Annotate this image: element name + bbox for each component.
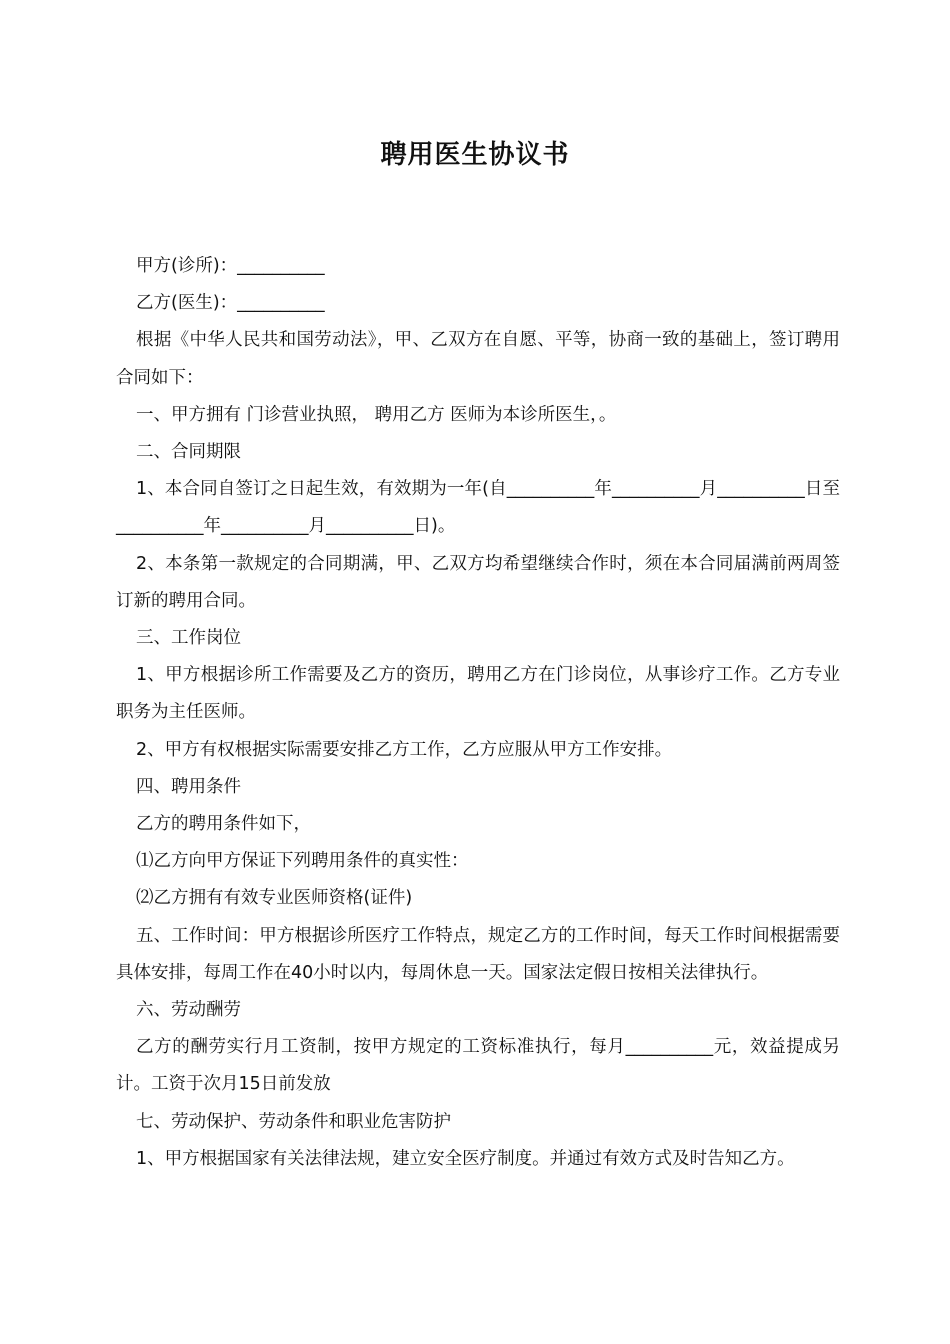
section-working-hours: 五、工作时间：甲方根据诊所医疗工作特点，规定乙方的工作时间，每天工作时间根据需要具体安排，每周工作在40小时以内，每周休息一天。国家法定假日按相关法律执行。 [116,925,840,983]
employment-condition-1: ⑴乙方向甲方保证下列聘用条件的真实性： [136,851,469,872]
remuneration-paragraph: 乙方的酬劳实行月工资制，按甲方规定的工资标准执行，每月__________元，效益提成另计。工资于次月15日前发放 [116,1037,840,1095]
contract-term-item-1: 1、本合同自签订之日起生效，有效期为一年(自__________年__________月__________日至__________年__________月__________日)。 [116,479,840,537]
contract-term-item-2: 2、本条第一款规定的合同期满，甲、乙双方均希望继续合作时，须在本合同届满前两周签订新的聘用合同。 [116,553,840,611]
document-title: 聘用医生协议书 [380,140,570,170]
section-heading-labor-protection: 七、劳动保护、劳动条件和职业危害防护 [136,1111,451,1132]
document-body [116,248,840,1178]
labor-protection-item-1: 1、甲方根据国家有关法律法规，建立安全医疗制度。并通过有效方式及时告知乙方。 [136,1148,795,1169]
employment-condition-2: ⑵乙方拥有有效专业医师资格(证件) [136,888,413,909]
section-heading-remuneration: 六、劳动酬劳 [136,1000,241,1021]
party-b-line: 乙方(医生)：__________ [136,293,325,314]
preamble-paragraph: 根据《中华人民共和国劳动法》，甲、乙双方在自愿、平等，协商一致的基础上，签订聘用合同如下： [116,330,840,388]
section-heading-job-position: 三、工作岗位 [136,628,241,649]
job-position-item-1: 1、甲方根据诊所工作需要及乙方的资历，聘用乙方在门诊岗位，从事诊疗工作。乙方专业职务为主任医师。 [116,665,840,723]
party-a-line: 甲方(诊所)：__________ [136,256,325,276]
employment-conditions-intro: 乙方的聘用条件如下， [136,814,311,835]
section-heading-contract-term: 二、合同期限 [136,442,241,463]
section-heading-employment-conditions: 四、聘用条件 [136,776,241,797]
clause-1: 一、甲方拥有 门诊营业执照， 聘用乙方 医师为本诊所医生，。 [136,404,617,425]
job-position-item-2: 2、甲方有权根据实际需要安排乙方工作，乙方应服从甲方工作安排。 [136,739,673,760]
